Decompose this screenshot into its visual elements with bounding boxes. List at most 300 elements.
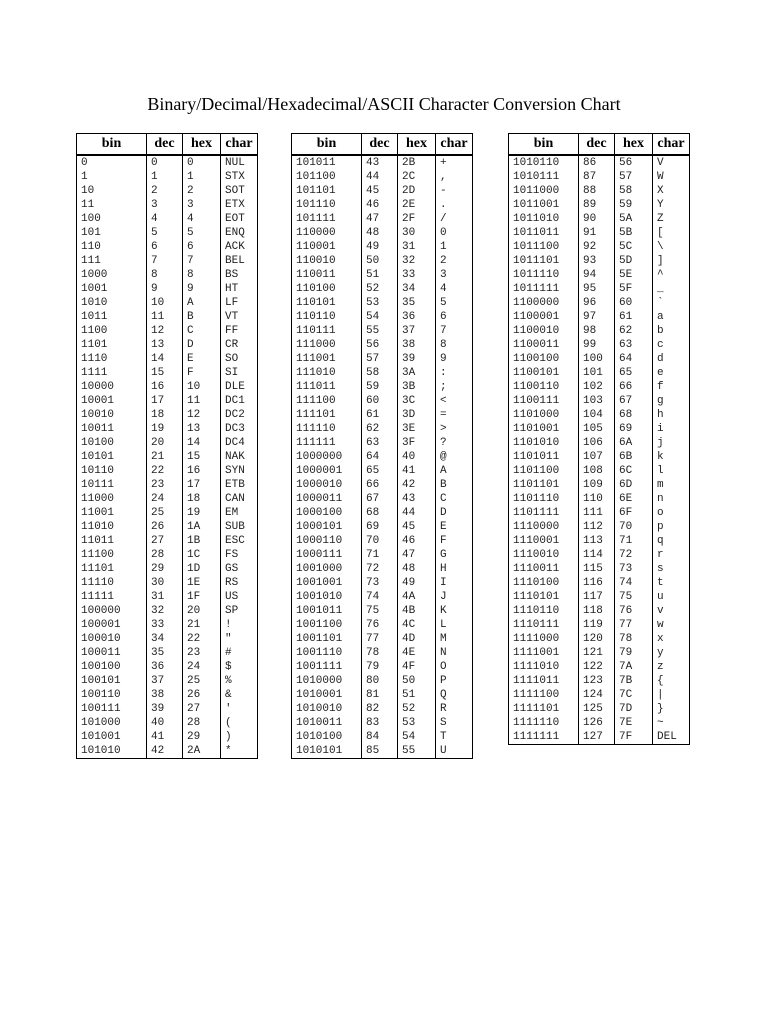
dec-cell: 111 (579, 506, 615, 520)
bin-cell: 1101101 (509, 478, 579, 492)
dec-cell: 53 (362, 296, 398, 310)
char-cell: Y (653, 198, 690, 212)
dec-cell: 45 (362, 184, 398, 198)
bin-cell: 1111110 (509, 716, 579, 730)
table-row (77, 324, 258, 338)
bin-cell: 1101100 (509, 464, 579, 478)
hex-cell: 72 (615, 548, 653, 562)
bin-cell: 1110110 (509, 604, 579, 618)
char-cell: ; (436, 380, 473, 394)
hex-cell: 4 (183, 212, 221, 226)
char-cell: r (653, 548, 690, 562)
dec-cell: 63 (362, 436, 398, 450)
hex-cell: 54 (398, 730, 436, 744)
hex-cell: 2B (398, 155, 436, 170)
dec-cell: 105 (579, 422, 615, 436)
table-row (292, 590, 473, 604)
bin-cell: 1101000 (509, 408, 579, 422)
dec-cell: 55 (362, 324, 398, 338)
hex-cell: 7A (615, 660, 653, 674)
char-cell: BEL (221, 254, 258, 268)
bin-cell: 1111010 (509, 660, 579, 674)
header-dec: dec (579, 134, 615, 156)
page-title: Binary/Decimal/Hexadecimal/ASCII Character Conversion Chart (147, 94, 621, 114)
table-header-row (77, 134, 258, 156)
table-row (292, 464, 473, 478)
table-row (77, 506, 258, 520)
hex-cell: 5D (615, 254, 653, 268)
table-row (77, 492, 258, 506)
hex-cell: 15 (183, 450, 221, 464)
char-cell: n (653, 492, 690, 506)
dec-cell: 16 (147, 380, 183, 394)
table-row (509, 352, 690, 366)
char-cell: NUL (221, 155, 258, 170)
char-cell: F (436, 534, 473, 548)
hex-cell: 1B (183, 534, 221, 548)
dec-cell: 11 (147, 310, 183, 324)
table-row (292, 366, 473, 380)
bin-cell: 10100 (77, 436, 147, 450)
bin-cell: 1 (77, 170, 147, 184)
table-row (292, 254, 473, 268)
table-row (292, 506, 473, 520)
table-row (509, 632, 690, 646)
char-cell: { (653, 674, 690, 688)
table-row (509, 198, 690, 212)
hex-cell: 6B (615, 450, 653, 464)
bin-cell: 100100 (77, 660, 147, 674)
table-row (509, 408, 690, 422)
dec-cell: 21 (147, 450, 183, 464)
char-cell: I (436, 576, 473, 590)
dec-cell: 125 (579, 702, 615, 716)
hex-cell: 4C (398, 618, 436, 632)
dec-cell: 115 (579, 562, 615, 576)
table-row (77, 254, 258, 268)
table-row (77, 282, 258, 296)
hex-cell: 50 (398, 674, 436, 688)
hex-cell: 39 (398, 352, 436, 366)
char-cell: DC4 (221, 436, 258, 450)
hex-cell: 4D (398, 632, 436, 646)
table-row (77, 618, 258, 632)
hex-cell: 13 (183, 422, 221, 436)
hex-cell: 16 (183, 464, 221, 478)
dec-cell: 39 (147, 702, 183, 716)
hex-cell: 24 (183, 660, 221, 674)
bin-cell: 1110100 (509, 576, 579, 590)
hex-cell: 2E (398, 198, 436, 212)
table-row (509, 548, 690, 562)
bin-cell: 10011 (77, 422, 147, 436)
table-row (509, 464, 690, 478)
table-row (509, 254, 690, 268)
bin-cell: 1010100 (292, 730, 362, 744)
table-row (77, 352, 258, 366)
table-row (77, 576, 258, 590)
bin-cell: 1010101 (292, 744, 362, 759)
hex-cell: 3C (398, 394, 436, 408)
table-row (77, 716, 258, 730)
char-cell: D (436, 506, 473, 520)
table-row (292, 730, 473, 744)
hex-cell: 37 (398, 324, 436, 338)
hex-cell: 18 (183, 492, 221, 506)
hex-cell: 5A (615, 212, 653, 226)
bin-cell: 11010 (77, 520, 147, 534)
hex-cell: 7 (183, 254, 221, 268)
bin-cell: 110110 (292, 310, 362, 324)
bin-cell: 1100110 (509, 380, 579, 394)
hex-cell: 44 (398, 506, 436, 520)
bin-cell: 1100111 (509, 394, 579, 408)
table-row (509, 212, 690, 226)
char-cell: E (436, 520, 473, 534)
table-row (77, 562, 258, 576)
char-cell: p (653, 520, 690, 534)
table-row (509, 688, 690, 702)
bin-cell: 110101 (292, 296, 362, 310)
hex-cell: 17 (183, 478, 221, 492)
header-hex: hex (615, 134, 653, 156)
char-cell: ( (221, 716, 258, 730)
bin-cell: 1111111 (509, 730, 579, 745)
char-cell: c (653, 338, 690, 352)
bin-cell: 1001 (77, 282, 147, 296)
dec-cell: 126 (579, 716, 615, 730)
bin-cell: 11100 (77, 548, 147, 562)
char-cell: U (436, 744, 473, 759)
hex-cell: 29 (183, 730, 221, 744)
bin-cell: 1011010 (509, 212, 579, 226)
table-row (77, 212, 258, 226)
bin-cell: 1011111 (509, 282, 579, 296)
table-row (77, 155, 258, 170)
char-cell: , (436, 170, 473, 184)
hex-cell: 67 (615, 394, 653, 408)
table-row (509, 282, 690, 296)
hex-cell: 7C (615, 688, 653, 702)
bin-cell: 10101 (77, 450, 147, 464)
hex-cell: 1C (183, 548, 221, 562)
char-cell: ACK (221, 240, 258, 254)
bin-cell: 1110001 (509, 534, 579, 548)
table-row (509, 478, 690, 492)
bin-cell: 1010000 (292, 674, 362, 688)
bin-cell: 1011001 (509, 198, 579, 212)
hex-cell: 74 (615, 576, 653, 590)
char-cell: V (653, 155, 690, 170)
dec-cell: 98 (579, 324, 615, 338)
dec-cell: 20 (147, 436, 183, 450)
dec-cell: 41 (147, 730, 183, 744)
dec-cell: 51 (362, 268, 398, 282)
table-row (77, 478, 258, 492)
table-row (509, 730, 690, 745)
dec-cell: 0 (147, 155, 183, 170)
hex-cell: 48 (398, 562, 436, 576)
char-cell: [ (653, 226, 690, 240)
dec-cell: 67 (362, 492, 398, 506)
char-cell: ETX (221, 198, 258, 212)
char-cell: NAK (221, 450, 258, 464)
hex-cell: 27 (183, 702, 221, 716)
table-row (77, 632, 258, 646)
table-row (292, 702, 473, 716)
hex-cell: 45 (398, 520, 436, 534)
char-cell: FS (221, 548, 258, 562)
char-cell: US (221, 590, 258, 604)
hex-cell: 3 (183, 198, 221, 212)
dec-cell: 89 (579, 198, 615, 212)
header-bin: bin (77, 134, 147, 156)
bin-cell: 110010 (292, 254, 362, 268)
bin-cell: 101001 (77, 730, 147, 744)
hex-cell: 5C (615, 240, 653, 254)
hex-cell: 26 (183, 688, 221, 702)
table-row (292, 155, 473, 170)
hex-cell: 71 (615, 534, 653, 548)
table-row (292, 688, 473, 702)
dec-cell: 65 (362, 464, 398, 478)
char-cell: 8 (436, 338, 473, 352)
table-row (292, 646, 473, 660)
bin-cell: 1100101 (509, 366, 579, 380)
dec-cell: 35 (147, 646, 183, 660)
dec-cell: 22 (147, 464, 183, 478)
char-cell: v (653, 604, 690, 618)
hex-cell: 1F (183, 590, 221, 604)
hex-cell: 63 (615, 338, 653, 352)
bin-cell: 101000 (77, 716, 147, 730)
dec-cell: 70 (362, 534, 398, 548)
bin-cell: 1010110 (509, 155, 579, 170)
dec-cell: 34 (147, 632, 183, 646)
bin-cell: 1011 (77, 310, 147, 324)
header-char: char (436, 134, 473, 156)
hex-cell: 10 (183, 380, 221, 394)
char-cell: O (436, 660, 473, 674)
header-bin: bin (509, 134, 579, 156)
dec-cell: 73 (362, 576, 398, 590)
hex-cell: 22 (183, 632, 221, 646)
char-cell: DLE (221, 380, 258, 394)
dec-cell: 13 (147, 338, 183, 352)
table-row (77, 394, 258, 408)
bin-cell: 1111101 (509, 702, 579, 716)
hex-cell: 58 (615, 184, 653, 198)
bin-cell: 11111 (77, 590, 147, 604)
table-row (509, 310, 690, 324)
table-row (292, 492, 473, 506)
table-row (509, 324, 690, 338)
table-row (77, 226, 258, 240)
table-row (509, 618, 690, 632)
hex-cell: 6D (615, 478, 653, 492)
table-row (509, 296, 690, 310)
char-cell: M (436, 632, 473, 646)
hex-cell: 36 (398, 310, 436, 324)
char-cell: d (653, 352, 690, 366)
dec-cell: 81 (362, 688, 398, 702)
table-row (509, 562, 690, 576)
hex-cell: 28 (183, 716, 221, 730)
table-row (292, 408, 473, 422)
hex-cell: 7D (615, 702, 653, 716)
bin-cell: 1001101 (292, 632, 362, 646)
table-row (77, 268, 258, 282)
table-row (292, 562, 473, 576)
char-cell: ESC (221, 534, 258, 548)
char-cell: . (436, 198, 473, 212)
char-cell: 6 (436, 310, 473, 324)
char-cell: VT (221, 310, 258, 324)
hex-cell: 1 (183, 170, 221, 184)
hex-cell: 51 (398, 688, 436, 702)
conversion-table-3 (508, 133, 690, 745)
bin-cell: 101101 (292, 184, 362, 198)
table-row (509, 366, 690, 380)
table-row (292, 240, 473, 254)
hex-cell: 2C (398, 170, 436, 184)
dec-cell: 10 (147, 296, 183, 310)
hex-cell: 60 (615, 296, 653, 310)
char-cell: X (653, 184, 690, 198)
table-row (77, 534, 258, 548)
bin-cell: 1010 (77, 296, 147, 310)
dec-cell: 15 (147, 366, 183, 380)
table-row (509, 450, 690, 464)
bin-cell: 1110111 (509, 618, 579, 632)
hex-cell: 56 (615, 155, 653, 170)
dec-cell: 69 (362, 520, 398, 534)
table-row (509, 646, 690, 660)
dec-cell: 2 (147, 184, 183, 198)
char-cell: # (221, 646, 258, 660)
bin-cell: 1101111 (509, 506, 579, 520)
hex-cell: 64 (615, 352, 653, 366)
hex-cell: 3A (398, 366, 436, 380)
char-cell: * (221, 744, 258, 759)
hex-cell: 4F (398, 660, 436, 674)
hex-cell: 46 (398, 534, 436, 548)
table-row (509, 184, 690, 198)
char-cell: ` (653, 296, 690, 310)
bin-cell: 1010011 (292, 716, 362, 730)
bin-cell: 1001100 (292, 618, 362, 632)
char-cell: a (653, 310, 690, 324)
hex-cell: 19 (183, 506, 221, 520)
dec-cell: 90 (579, 212, 615, 226)
table-row (509, 436, 690, 450)
bin-cell: 1000100 (292, 506, 362, 520)
char-cell: GS (221, 562, 258, 576)
hex-cell: 23 (183, 646, 221, 660)
char-cell: HT (221, 282, 258, 296)
char-cell: H (436, 562, 473, 576)
dec-cell: 71 (362, 548, 398, 562)
char-cell: } (653, 702, 690, 716)
table-row (292, 184, 473, 198)
dec-cell: 82 (362, 702, 398, 716)
dec-cell: 87 (579, 170, 615, 184)
char-cell: S (436, 716, 473, 730)
dec-cell: 124 (579, 688, 615, 702)
char-cell: B (436, 478, 473, 492)
char-cell: Z (653, 212, 690, 226)
bin-cell: 1100000 (509, 296, 579, 310)
hex-cell: 1A (183, 520, 221, 534)
bin-cell: 1000110 (292, 534, 362, 548)
bin-cell: 1001011 (292, 604, 362, 618)
hex-cell: 11 (183, 394, 221, 408)
hex-cell: 34 (398, 282, 436, 296)
char-cell: SUB (221, 520, 258, 534)
dec-cell: 6 (147, 240, 183, 254)
dec-cell: 47 (362, 212, 398, 226)
char-cell: N (436, 646, 473, 660)
hex-cell: 12 (183, 408, 221, 422)
hex-cell: 31 (398, 240, 436, 254)
bin-cell: 1101110 (509, 492, 579, 506)
char-cell: + (436, 155, 473, 170)
table-row (292, 296, 473, 310)
bin-cell: 100 (77, 212, 147, 226)
hex-cell: 42 (398, 478, 436, 492)
char-cell: DC3 (221, 422, 258, 436)
hex-cell: 1E (183, 576, 221, 590)
hex-cell: 33 (398, 268, 436, 282)
bin-cell: 10111 (77, 478, 147, 492)
char-cell: SI (221, 366, 258, 380)
table-row (292, 744, 473, 759)
hex-cell: 25 (183, 674, 221, 688)
bin-cell: 1100100 (509, 352, 579, 366)
dec-cell: 110 (579, 492, 615, 506)
table-row (509, 674, 690, 688)
table-row (509, 716, 690, 730)
dec-cell: 113 (579, 534, 615, 548)
bin-cell: 10010 (77, 408, 147, 422)
char-cell: h (653, 408, 690, 422)
hex-cell: 43 (398, 492, 436, 506)
char-cell: DC1 (221, 394, 258, 408)
hex-cell: B (183, 310, 221, 324)
hex-cell: A (183, 296, 221, 310)
dec-cell: 8 (147, 268, 183, 282)
dec-cell: 30 (147, 576, 183, 590)
char-cell: \ (653, 240, 690, 254)
char-cell: % (221, 674, 258, 688)
char-cell: A (436, 464, 473, 478)
table-row (292, 282, 473, 296)
char-cell: R (436, 702, 473, 716)
hex-cell: D (183, 338, 221, 352)
table-row (77, 240, 258, 254)
dec-cell: 91 (579, 226, 615, 240)
hex-cell: 4B (398, 604, 436, 618)
table-row (509, 520, 690, 534)
hex-cell: 5F (615, 282, 653, 296)
bin-cell: 100111 (77, 702, 147, 716)
dec-cell: 83 (362, 716, 398, 730)
bin-cell: 1111001 (509, 646, 579, 660)
dec-cell: 112 (579, 520, 615, 534)
char-cell: u (653, 590, 690, 604)
dec-cell: 102 (579, 380, 615, 394)
dec-cell: 24 (147, 492, 183, 506)
